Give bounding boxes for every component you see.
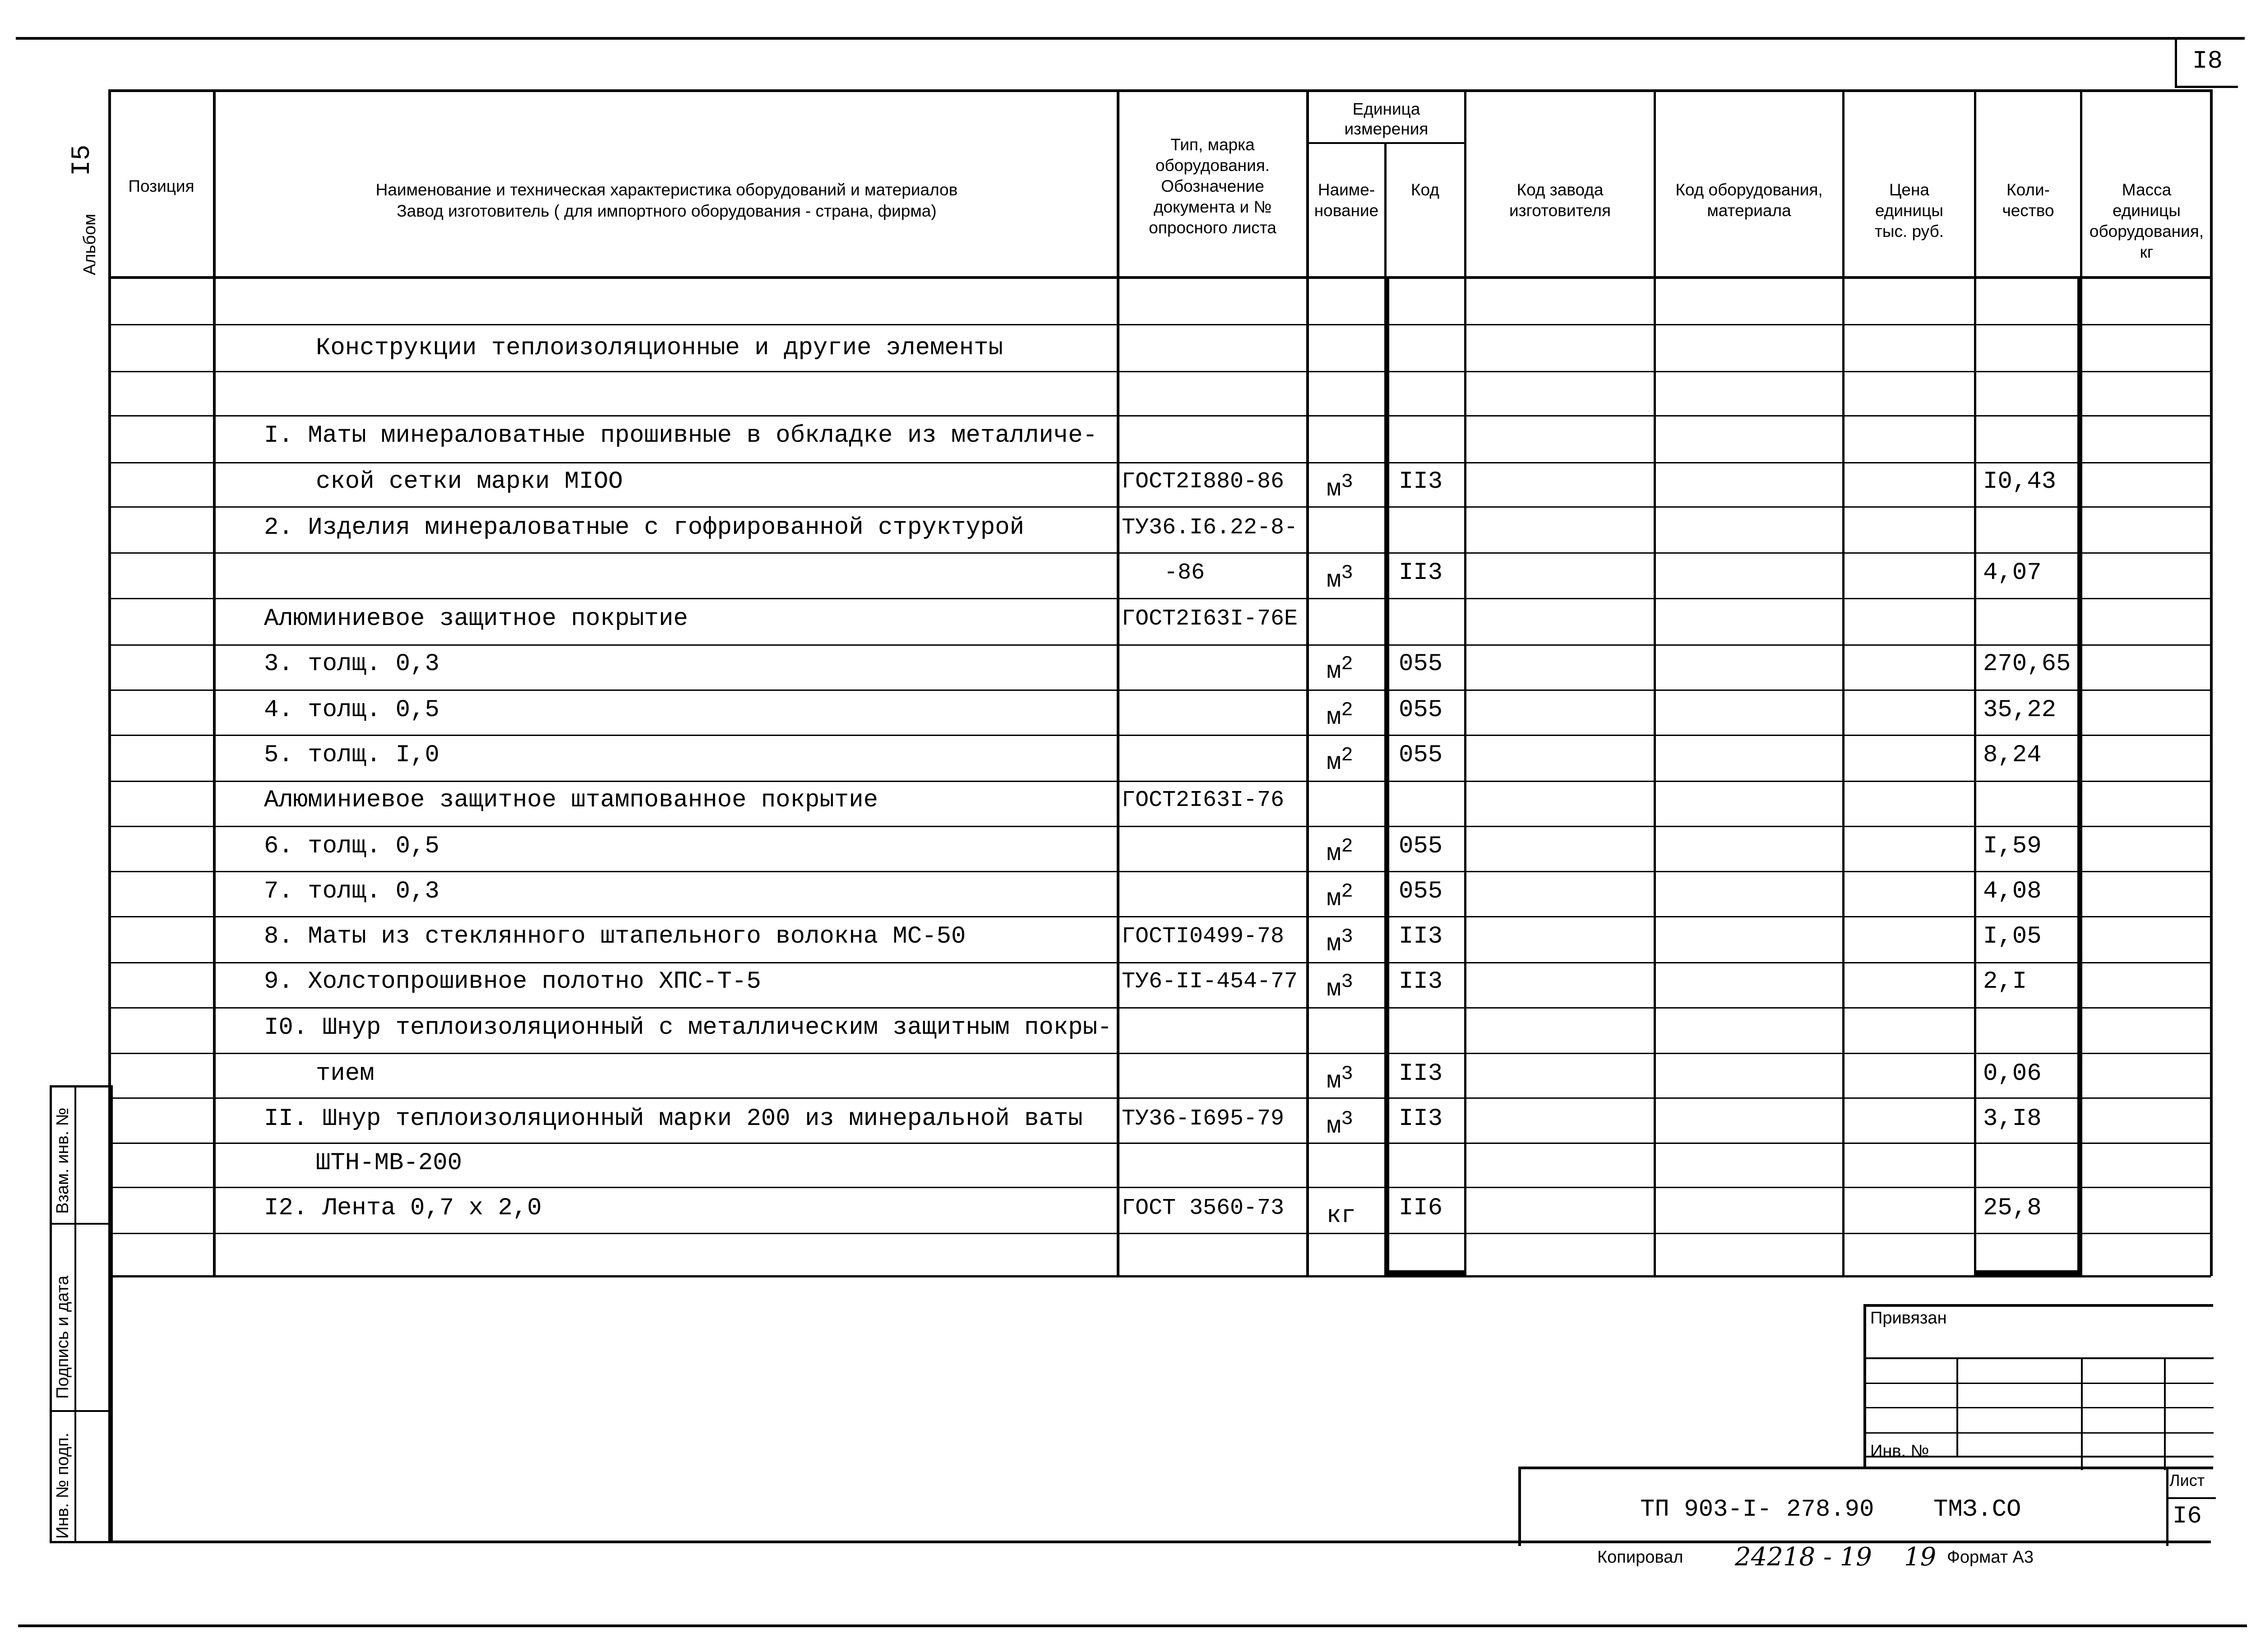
row-quantity: I,59 bbox=[1983, 833, 2042, 860]
row-unit-exponent: 3 bbox=[1341, 971, 1353, 993]
row-unit-base: м bbox=[1327, 976, 1341, 1003]
section-title: Конструкции теплоизоляционные и другие элементы bbox=[316, 334, 1003, 362]
row-unit-base: м bbox=[1327, 476, 1341, 503]
header-mass: Масса единицы оборудования, кг bbox=[2089, 180, 2204, 261]
header-unit-group: Единица измерения bbox=[1344, 100, 1428, 138]
header-equipment-code: Код оборудования, материала bbox=[1675, 180, 1823, 220]
row-quantity: 3,I8 bbox=[1983, 1105, 2042, 1133]
format-label: Формат А3 bbox=[1947, 1548, 2034, 1567]
sheet-label: Лист bbox=[2169, 1471, 2205, 1490]
row-unit bbox=[1327, 1195, 1356, 1230]
row-name: 3. толщ. 0,3 bbox=[264, 650, 439, 678]
row-unit bbox=[1327, 468, 1353, 503]
row-code: 055 bbox=[1399, 833, 1443, 860]
side-stamp-signature-date: Подпись и дата bbox=[53, 1275, 72, 1399]
row-quantity: 35,22 bbox=[1983, 696, 2057, 724]
top-sheet-number-box bbox=[2175, 38, 2238, 88]
row-type: ТУ36.I6.22-8- bbox=[1122, 515, 1298, 541]
header-unit-name: Наиме- нование bbox=[1314, 180, 1379, 220]
header-bottom-line bbox=[108, 276, 2211, 279]
album-number: I5 bbox=[68, 144, 97, 176]
row-unit bbox=[1327, 833, 1353, 868]
row-name: ШТН-МВ-200 bbox=[316, 1149, 462, 1177]
album-label: Альбом bbox=[80, 213, 99, 275]
row-unit-base: м bbox=[1327, 930, 1341, 958]
row-unit-exponent: 2 bbox=[1341, 653, 1353, 676]
row-quantity: 25,8 bbox=[1983, 1194, 2042, 1222]
handwritten-number: 19 bbox=[1904, 1542, 1937, 1572]
side-stamp-inv-original: Инв. № подп. bbox=[53, 1432, 72, 1539]
row-unit-exponent: 2 bbox=[1341, 744, 1353, 767]
row-name: I0. Шнур теплоизоляционный с металлическим защитным покры- bbox=[264, 1014, 1112, 1041]
row-unit-exponent: 3 bbox=[1341, 1108, 1353, 1130]
row-name: I2. Лента 0,7 x 2,0 bbox=[264, 1194, 542, 1222]
row-name: тием bbox=[316, 1060, 374, 1087]
row-unit-base: м bbox=[1327, 567, 1341, 594]
header-price: Цена единицы тыс. руб. bbox=[1874, 180, 1944, 241]
row-type: ГОСТ2I63I-76Е bbox=[1122, 606, 1298, 632]
header-unit-code: Код bbox=[1411, 180, 1439, 199]
row-quantity: 2,I bbox=[1983, 968, 2027, 995]
row-code: 055 bbox=[1399, 696, 1443, 724]
header-quantity: Коли- чество bbox=[2002, 180, 2054, 220]
row-code: II3 bbox=[1399, 468, 1443, 495]
row-quantity: I0,43 bbox=[1983, 468, 2057, 495]
row-type: ГОСТ2I63I-76 bbox=[1122, 787, 1285, 813]
header-factory-code: Код завода изготовителя bbox=[1509, 180, 1611, 220]
copied-handwritten: 24218 - 19 bbox=[1735, 1542, 1872, 1572]
row-quantity: I,05 bbox=[1983, 923, 2042, 950]
row-unit bbox=[1327, 651, 1353, 685]
bottom-border bbox=[18, 1624, 2247, 1627]
row-name: Алюминиевое защитное штампованное покрытие bbox=[264, 787, 878, 814]
row-unit bbox=[1327, 878, 1353, 913]
row-type: ГОСТ2I880-86 bbox=[1122, 469, 1285, 495]
row-unit-exponent: 3 bbox=[1341, 1063, 1353, 1085]
row-code: II3 bbox=[1399, 1105, 1443, 1133]
row-unit-base: м bbox=[1327, 749, 1341, 777]
row-unit-exponent: 2 bbox=[1341, 835, 1353, 858]
row-unit-exponent: 3 bbox=[1341, 471, 1353, 493]
row-name: 7. толщ. 0,3 bbox=[264, 878, 439, 905]
row-name: 5. толщ. I,0 bbox=[264, 741, 439, 769]
row-name: 9. Холстопрошивное полотно ХПС-Т-5 bbox=[264, 968, 761, 995]
row-quantity: 4,07 bbox=[1983, 559, 2042, 587]
row-quantity: 8,24 bbox=[1983, 741, 2042, 769]
row-code: II3 bbox=[1399, 923, 1443, 950]
row-unit-base: м bbox=[1327, 1068, 1341, 1095]
row-name: 6. толщ. 0,5 bbox=[264, 833, 439, 860]
row-unit bbox=[1327, 923, 1353, 958]
row-unit-base: м bbox=[1327, 704, 1341, 731]
row-code: 055 bbox=[1399, 741, 1443, 769]
row-code: 055 bbox=[1399, 650, 1443, 678]
row-quantity: 0,06 bbox=[1983, 1060, 2042, 1087]
row-name: 2. Изделия минераловатные с гофрированной структурой bbox=[264, 514, 1025, 541]
row-unit-base: кг bbox=[1327, 1202, 1356, 1230]
row-unit-exponent: 3 bbox=[1341, 562, 1353, 584]
row-code: II6 bbox=[1399, 1194, 1443, 1222]
header-name-line2: Завод изготовитель ( для импортного оборудования - страна, фирма) bbox=[397, 202, 937, 220]
row-type: -86 bbox=[1164, 560, 1205, 586]
row-code: 055 bbox=[1399, 878, 1443, 905]
header-type: Тип, марка оборудования. Обозначение документа и № опросного листа bbox=[1149, 135, 1276, 237]
doc-mark: ТМЗ.СО bbox=[1933, 1496, 2021, 1523]
sheet-number: I6 bbox=[2173, 1503, 2202, 1530]
row-quantity: 270,65 bbox=[1983, 650, 2071, 678]
row-code: II3 bbox=[1399, 1060, 1443, 1087]
row-type: ТУ36-I695-79 bbox=[1122, 1106, 1285, 1132]
header-position: Позиция bbox=[128, 177, 194, 195]
inv-label: Инв. № bbox=[1870, 1442, 1929, 1461]
row-name: ской сетки марки MIOO bbox=[316, 468, 623, 495]
bound-label: Привязан bbox=[1870, 1309, 1947, 1328]
row-unit bbox=[1327, 742, 1353, 777]
row-type: ГОСТ 3560-73 bbox=[1122, 1195, 1285, 1221]
row-unit-base: м bbox=[1327, 885, 1341, 913]
top-border bbox=[16, 37, 2245, 40]
side-stamp-replace-inv: Взам. инв. № bbox=[53, 1107, 72, 1214]
row-unit-exponent: 2 bbox=[1341, 699, 1353, 722]
row-code: II3 bbox=[1399, 559, 1443, 587]
doc-code: ТП 903-I- 278.90 bbox=[1640, 1496, 1874, 1523]
top-sheet-number: I8 bbox=[2192, 46, 2223, 75]
row-unit bbox=[1327, 697, 1353, 731]
row-unit-exponent: 2 bbox=[1341, 880, 1353, 903]
row-name: II. Шнур теплоизоляционный марки 200 из минеральной ваты bbox=[264, 1105, 1083, 1133]
row-unit-base: м bbox=[1327, 840, 1341, 868]
row-unit bbox=[1327, 968, 1353, 1003]
row-name: 4. толщ. 0,5 bbox=[264, 696, 439, 724]
copied-label: Копировал bbox=[1597, 1548, 1683, 1567]
row-code: II3 bbox=[1399, 968, 1443, 995]
row-name: Алюминиевое защитное покрытие bbox=[264, 605, 688, 633]
row-unit-base: м bbox=[1327, 658, 1341, 685]
row-type: ГОСТI0499-78 bbox=[1122, 924, 1285, 949]
row-name: I. Маты минераловатные прошивные в обкладке из металличе- bbox=[264, 422, 1098, 449]
header-name-line1: Наименование и техническая характеристика оборудований и материалов bbox=[375, 180, 958, 199]
row-unit bbox=[1327, 560, 1353, 594]
row-type: ТУ6-II-454-77 bbox=[1122, 969, 1298, 995]
row-quantity: 4,08 bbox=[1983, 878, 2042, 905]
row-unit-base: м bbox=[1327, 1113, 1341, 1140]
row-unit bbox=[1327, 1106, 1353, 1140]
row-name: 8. Маты из стеклянного штапельного волокна МС-50 bbox=[264, 923, 966, 950]
row-unit-exponent: 3 bbox=[1341, 925, 1353, 948]
row-unit bbox=[1327, 1060, 1353, 1095]
